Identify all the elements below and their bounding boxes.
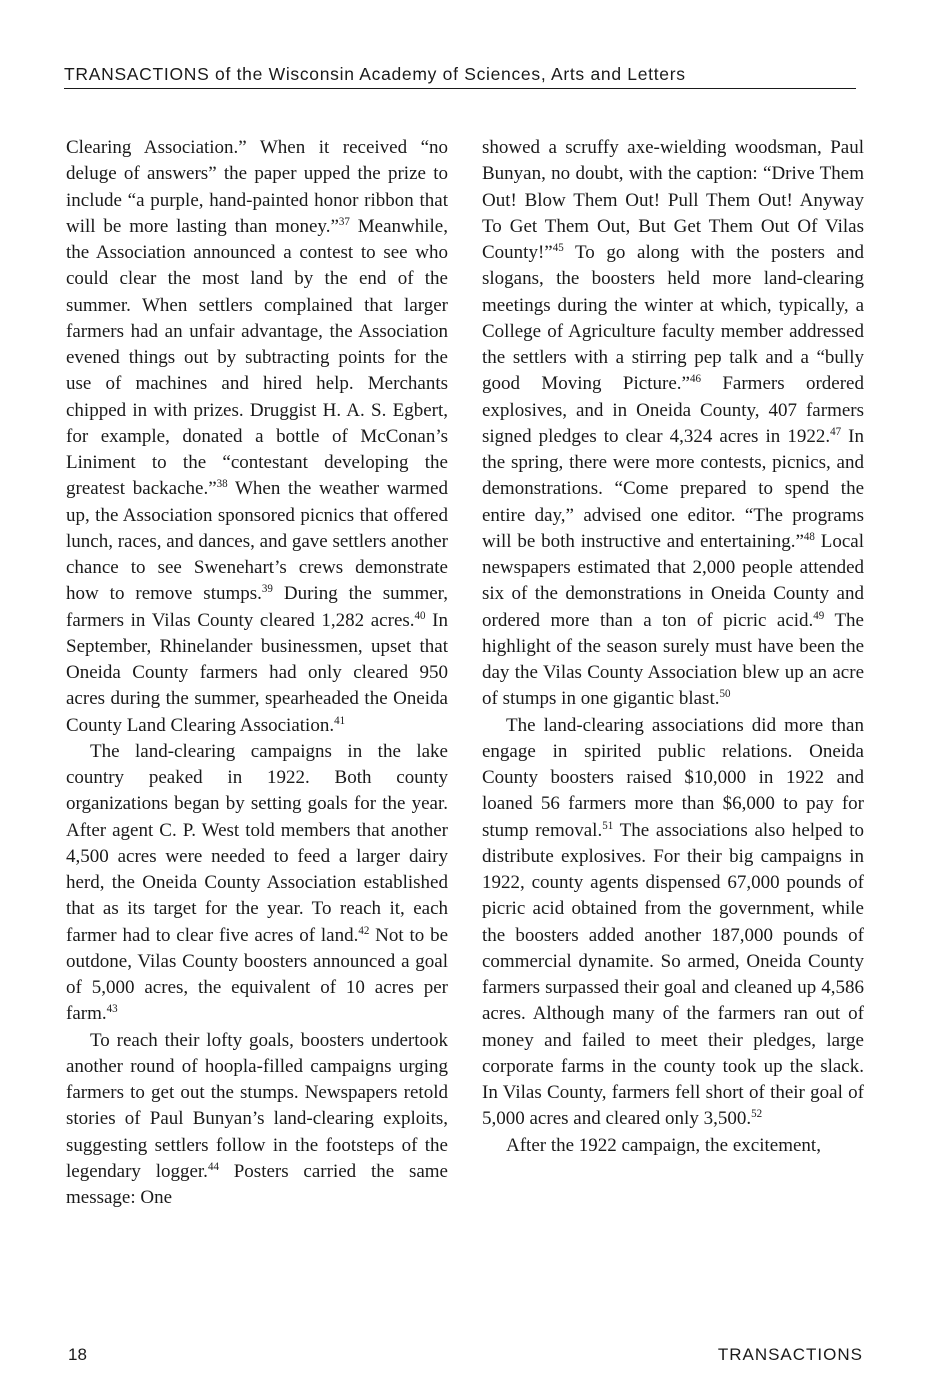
- running-head: TRANSACTIONS of the Wisconsin Academy of Sciences, Arts and Letters: [64, 64, 686, 84]
- right-column: [482, 135, 864, 1159]
- footnote-ref-51: 51: [602, 819, 614, 832]
- footnote-ref-44: 44: [207, 1160, 219, 1173]
- text-run: When the weather warmed up, the Association sponsored picnics that offered lunch, races, and dances, and gave settlers another chance to see Swenehart’s crews demonstrate how to remove stumps.: [66, 478, 448, 605]
- footnote-ref-37: 37: [338, 215, 350, 228]
- text-run: Local newspapers estimated that 2,000 people attended six of the demonstrations in Oneida County and ordered more than a ton of picric acid.: [482, 530, 864, 631]
- text-run: To go along with the posters and slogans, the boosters held more land-clearing meetings during the winter at which, typically, a College of Agriculture faculty member addressed the settlers with a stirring pep talk and a “bully good Moving Picture.”: [482, 242, 864, 395]
- footnote-ref-39: 39: [261, 583, 273, 596]
- right-paragraph-2: [482, 713, 864, 1133]
- footnote-ref-45: 45: [552, 242, 564, 255]
- page-number: 18: [68, 1345, 87, 1364]
- right-paragraph-3: [482, 1133, 864, 1159]
- footnote-ref-49: 49: [813, 609, 825, 622]
- text-run: Posters carried the same message: One: [66, 1160, 448, 1208]
- text-run: In the spring, there were more contests, picnics, and demonstrations. “Come prepared to spend the entire day,” advised one editor. “The programs will be both instructive and entertaining.”: [482, 425, 865, 552]
- footnote-ref-38: 38: [216, 478, 228, 491]
- footnote-ref-42: 42: [358, 924, 370, 937]
- text-run: The associations also helped to distribute explosives. For their big campaigns in 1922, county agents dispensed 67,000 pounds of picric acid obtained from the government, while the boosters added another 187,000 pounds of commercial dynamite. So armed, Oneida County farmers surpassed their goal and cleaned up 4,586 acres. Although many of the farmers ran out of money and failed to meet their pledges, large corporate farms in the county took up the slack. In Vilas County, farmers fell short of their goal of 5,000 acres and cleared only 3,500.: [482, 819, 864, 1130]
- text-run: In September, Rhinelander businessmen, upset that Oneida County farmers had only cleared 950 acres during the summer, spearheaded the Oneida County Land Clearing Association.: [66, 609, 449, 736]
- text-run: During the summer, farmers in Vilas County cleared 1,282 acres.: [66, 583, 448, 631]
- text-run: After the 1922 campaign, the excitement,: [506, 1134, 821, 1156]
- footer-journal-title: TRANSACTIONS: [717, 1345, 863, 1364]
- footnote-ref-52: 52: [751, 1108, 763, 1121]
- footnote-ref-43: 43: [106, 1003, 118, 1016]
- text-run: Meanwhile, the Association announced a contest to see who could clear the most land by the end of the summer. When settlers complained that larger farmers had an unfair advantage, the Association evened things out by subtracting points for the use of machines and hired help. Merchants chipped in with prizes. Druggist H. A. S. Egbert, for example, donated a bottle of McConan’s Liniment to the “contestant developing the greatest backache.”: [66, 215, 448, 500]
- footnote-ref-47: 47: [830, 425, 842, 438]
- text-run: Farmers ordered explosives, and in Oneida County, 407 farmers signed pledges to clear 4,324 acres in 1922.: [482, 373, 864, 447]
- text-run: showed a scruffy axe-wielding woodsman, Paul Bunyan, no doubt, with the caption: “Drive Them Out! Blow Them Out! Pull Them Out! Anyway To Get Them Out, But Get Them Out Of Vilas County!”: [482, 137, 864, 263]
- footnote-ref-41: 41: [334, 714, 346, 727]
- text-run: Clearing Association.” When it received “no deluge of answers” the paper upped the prize to include “a purple, hand-painted honor ribbon that will be more lasting than money.”: [66, 137, 448, 237]
- text-run: The land-clearing associations did more than engage in spirited public relations. Oneida County boosters raised $10,000 in 1922 and loaned 56 farmers more than $6,000 to pay for stump removal.: [482, 714, 864, 841]
- left-paragraph-1: [66, 135, 448, 739]
- right-paragraph-1: [482, 135, 864, 713]
- text-run: The highlight of the season surely must have been the day the Vilas County Association blew up an acre of stumps in one gigantic blast.: [482, 609, 864, 710]
- text-run: Not to be outdone, Vilas County boosters announced a goal of 5,000 acres, the equivalent of 10 acres per farm.: [66, 924, 449, 1025]
- footnote-ref-46: 46: [689, 373, 701, 386]
- header-rule: [64, 88, 856, 89]
- footnote-ref-50: 50: [719, 688, 731, 701]
- left-column: [66, 135, 448, 1211]
- left-paragraph-2: [66, 739, 448, 1028]
- text-run: To reach their lofty goals, boosters undertook another round of hoopla-filled campaigns urging farmers to get out the stumps. Newspapers retold stories of Paul Bunyan’s land-clearing exploits, suggesting settlers follow in the footsteps of the legendary logger.: [66, 1029, 448, 1182]
- footnote-ref-40: 40: [414, 609, 426, 622]
- footnote-ref-48: 48: [803, 530, 815, 543]
- text-run: The land-clearing campaigns in the lake country peaked in 1922. Both county organizations began by setting goals for the year. After agent C. P. West told members that another 4,500 acres were needed to feed a larger dairy herd, the Oneida County Association established that as its target for the year. To reach it, each farmer had to clear five acres of land.: [66, 740, 448, 946]
- left-paragraph-3: [66, 1028, 448, 1212]
